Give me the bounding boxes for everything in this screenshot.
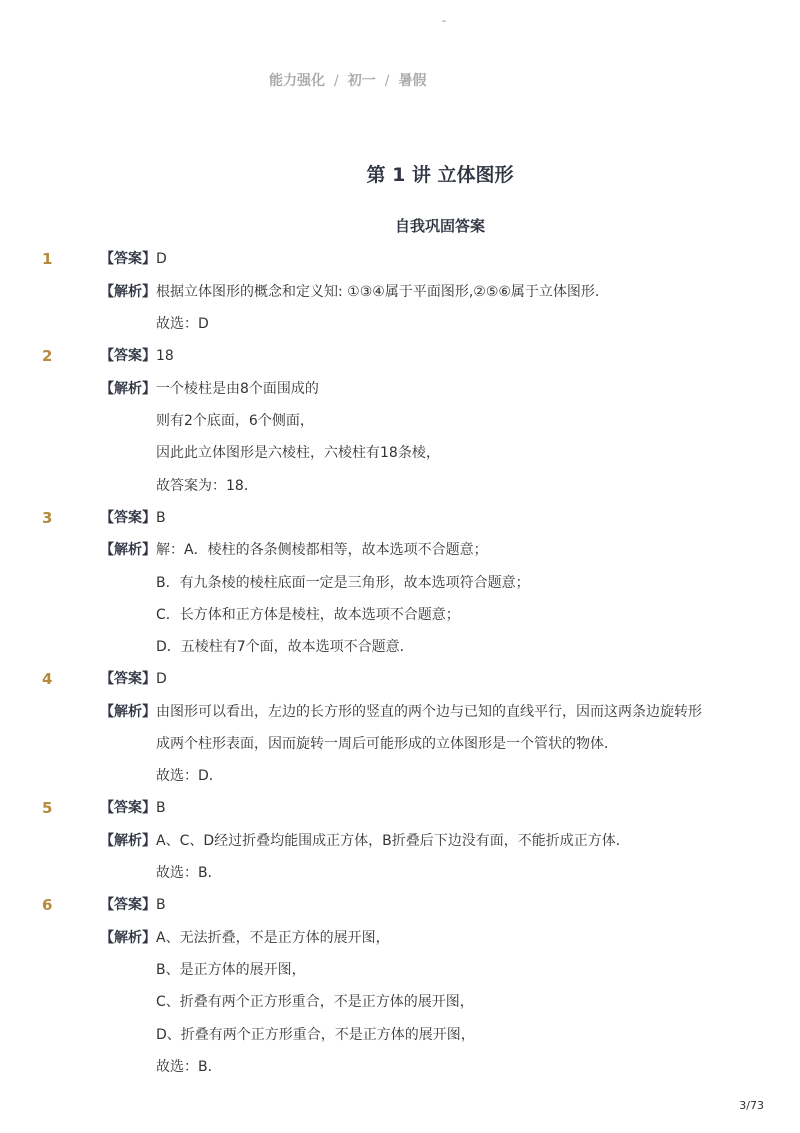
- analysis-line: [100, 282, 599, 302]
- analysis-label: 【解析】: [100, 833, 156, 849]
- analysis-text: 一个棱柱是由8个面围成的: [156, 381, 319, 397]
- analysis-text: 故选：D: [156, 316, 209, 332]
- analysis-text: 根据立体图形的概念和定义知: ①③④属于平面图形,②⑤⑥属于立体图形.: [156, 284, 600, 300]
- answer-line: [100, 669, 167, 689]
- breadcrumb-item-grade: 初一: [347, 73, 376, 89]
- question-number: 4: [42, 670, 53, 688]
- question-number: 6: [42, 896, 53, 914]
- answer-value: 18: [156, 348, 174, 364]
- page-number: 3/73: [739, 1099, 764, 1112]
- question-number: 1: [42, 250, 53, 268]
- answer-label: 【答案】: [100, 671, 156, 687]
- analysis-text: 由图形可以看出，左边的长方形的竖直的两个边与已知的直线平行，因而这两条边旋转形: [156, 704, 702, 720]
- analysis-line: [100, 702, 702, 722]
- answer-label: 【答案】: [100, 251, 156, 267]
- answer-value: B: [156, 510, 166, 526]
- analysis-line: [100, 831, 630, 851]
- analysis-text: C、折叠有两个正方形重合，不是正方体的展开图，: [156, 994, 474, 1010]
- analysis-text: 因此此立体图形是六棱柱，六棱柱有18条棱，: [156, 445, 440, 461]
- analysis-text: 故选：D．: [156, 768, 223, 784]
- answer-value: B: [156, 800, 166, 816]
- analysis-label: 【解析】: [100, 542, 156, 558]
- analysis-text: C．长方体和正方体是棱柱，故本选项不合题意；: [156, 607, 460, 623]
- breadcrumb-separator: /: [334, 73, 339, 89]
- breadcrumb-separator: /: [384, 73, 390, 89]
- page-title: 第 1 讲 立体图形: [366, 164, 514, 186]
- analysis-label: 【解析】: [100, 930, 156, 946]
- answer-line: [100, 346, 174, 366]
- answer-value: D: [156, 671, 167, 687]
- analysis-text: 故答案为：18．: [156, 478, 258, 494]
- analysis-text: D、折叠有两个正方形重合，不是正方体的展开图，: [156, 1027, 475, 1043]
- answer-line: [100, 249, 167, 269]
- analysis-text: B．有九条棱的棱柱底面一定是三角形，故本选项符合题意；: [156, 575, 530, 591]
- answer-label: 【答案】: [100, 897, 156, 913]
- breadcrumb-item-course: 能力强化: [269, 73, 325, 89]
- analysis-text: 则有2个底面，6个侧面，: [156, 413, 314, 429]
- analysis-text: A、C、D经过折叠均能围成正方体，B折叠后下边没有面，不能折成正方体．: [156, 833, 630, 849]
- analysis-text: A、无法折叠，不是正方体的展开图，: [156, 930, 390, 946]
- answer-value: B: [156, 897, 166, 913]
- analysis-line: [100, 928, 390, 948]
- answer-line: [100, 798, 166, 818]
- breadcrumb-item-term: 暑假: [398, 73, 427, 89]
- analysis-text: 故选：B．: [156, 1059, 222, 1075]
- analysis-line: [100, 540, 488, 560]
- analysis-label: 【解析】: [100, 381, 156, 397]
- breadcrumb: [269, 70, 426, 90]
- analysis-text: 成两个柱形表面，因而旋转一周后可能形成的立体图形是一个管状的物体．: [156, 736, 618, 752]
- analysis-label: 【解析】: [100, 284, 156, 300]
- answer-label: 【答案】: [100, 510, 156, 526]
- answer-label: 【答案】: [100, 348, 156, 364]
- analysis-label: 【解析】: [100, 704, 156, 720]
- header-mark: -: [442, 14, 446, 27]
- answer-value: D: [156, 251, 167, 267]
- section-subtitle: 自我巩固答案: [394, 217, 485, 235]
- question-number: 5: [42, 799, 53, 817]
- analysis-text: B、是正方体的展开图，: [156, 962, 306, 978]
- answer-line: [100, 895, 166, 915]
- analysis-text: 故选：B．: [156, 865, 222, 881]
- analysis-text: D．五棱柱有7个面，故本选项不合题意．: [156, 639, 414, 655]
- question-number: 2: [42, 347, 53, 365]
- analysis-line: [100, 379, 319, 399]
- answer-label: 【答案】: [100, 800, 156, 816]
- question-number: 3: [42, 509, 53, 527]
- analysis-text: 解：A．棱柱的各条侧棱都相等，故本选项不合题意；: [156, 542, 488, 558]
- answer-line: [100, 508, 166, 528]
